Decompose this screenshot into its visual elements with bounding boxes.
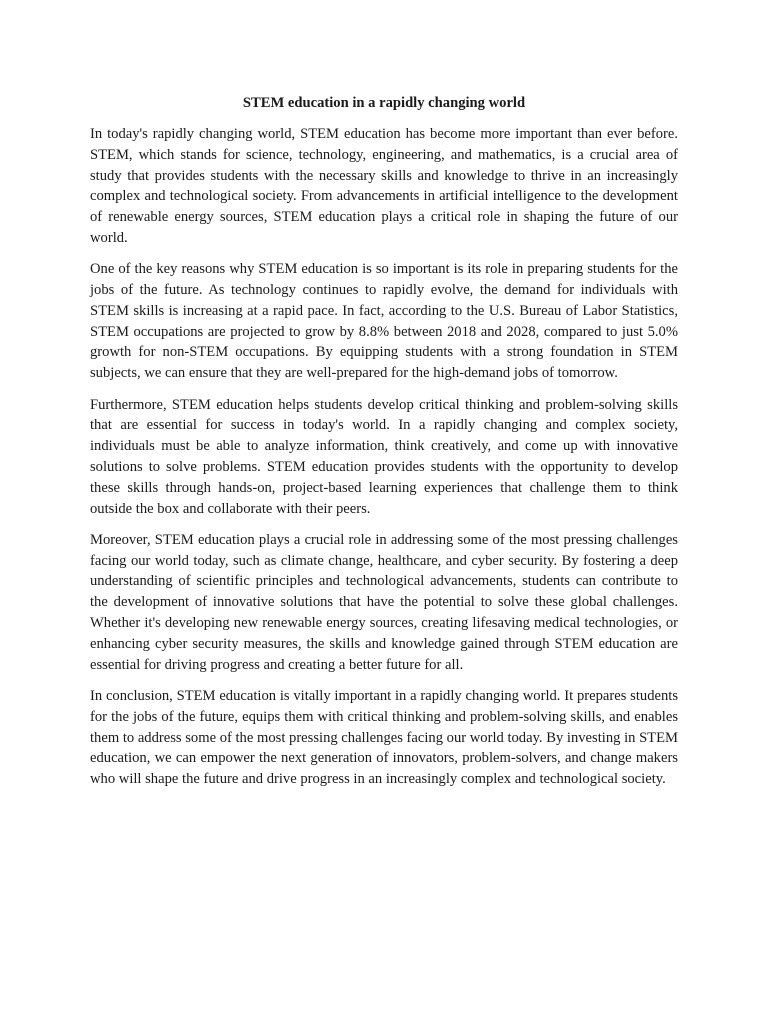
document-body (90, 93, 678, 800)
paragraph-conclusion: In conclusion, STEM education is vitally important in a rapidly changing world. It prepares students for the jobs of the future, equips them with critical thinking and problem-solving skills, and enables them to address some of the most pressing challenges facing our world today. By investing in STEM education, we can empower the next generation of innovators, problem-solvers, and change makers who will shape the future and drive progress in an increasingly complex and technological society. (90, 687, 678, 788)
paragraph-jobs-of-future: One of the key reasons why STEM education is so important is its role in preparing students for the jobs of the future. As technology continues to rapidly evolve, the demand for individuals with STEM skills is increasing at a rapid pace. In fact, according to the U.S. Bureau of Labor Statistics, STEM occupations are projected to grow by 8.8% between 2018 and 2028, compared to just 5.0% growth for non-STEM occupations. By equipping students with a strong foundation in STEM subjects, we can ensure that they are well-prepared for the high-demand jobs of tomorrow. (90, 261, 678, 382)
paragraph-global-challenges: Moreover, STEM education plays a crucial role in addressing some of the most pressing challenges facing our world today, such as climate change, healthcare, and cyber security. By fostering a deep understanding of scientific principles and technological advancements, students can contribute to the development of innovative solutions that have the potential to solve these global challenges. Whether it's developing new renewable energy sources, creating lifesaving medical technologies, or enhancing cyber security measures, the skills and knowledge gained through STEM education are essential for driving progress and creating a better future for all. (90, 531, 678, 673)
document-title: STEM education in a rapidly changing world (242, 95, 526, 111)
paragraph-critical-thinking: Furthermore, STEM education helps students develop critical thinking and problem-solving skills that are essential for success in today's world. In a rapidly changing and complex society, individuals must be able to analyze information, think creatively, and come up with innovative solutions to solve problems. STEM education provides students with the opportunity to develop these skills through hands-on, project-based learning experiences that challenge them to think outside the box and collaborate with their peers. (90, 396, 678, 517)
paragraph-intro: In today's rapidly changing world, STEM education has become more important than ever before. STEM, which stands for science, technology, engineering, and mathematics, is a crucial area of study that provides students with the necessary skills and knowledge to thrive in an increasingly complex and technological society. From advancements in artificial intelligence to the development of renewable energy sources, STEM education plays a critical role in shaping the future of our world. (90, 126, 678, 246)
